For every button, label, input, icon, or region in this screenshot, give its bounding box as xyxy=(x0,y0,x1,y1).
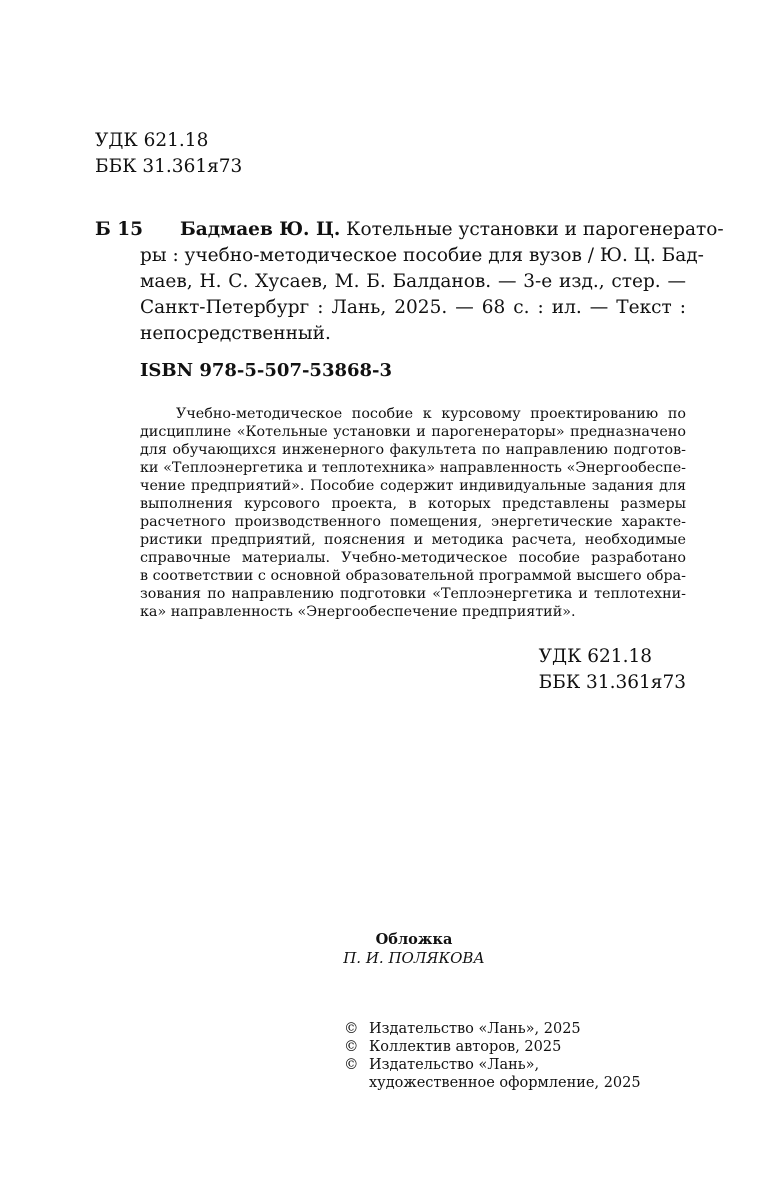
abstract-line: Учебно-методическое пособие к курсовому проектированию по xyxy=(176,406,686,422)
abstract-line: для обучающихся инженерного факультета по направлению подготов- xyxy=(140,442,686,458)
title-start: Котельные установки и парогенерато- xyxy=(340,219,724,240)
copyright-line xyxy=(344,1038,641,1056)
cover-credit xyxy=(0,931,768,967)
bbk-code: ББК 31.361я73 xyxy=(538,672,686,693)
udk-code: УДК 621.18 xyxy=(95,130,209,151)
biblio-line-2: ры : учебно-методическое пособие для вузов / Ю. Ц. Бад- xyxy=(140,245,704,266)
copyright-text: Издательство «Лань», xyxy=(369,1057,540,1073)
biblio-line-1 xyxy=(140,217,724,243)
udk-bbk-header xyxy=(95,128,242,180)
biblio-line-4: Санкт-Петербург : Лань, 2025. — 68 с. : ил. — Текст : xyxy=(140,297,686,318)
biblio-line-3: маев, Н. С. Хусаев, М. Б. Балданов. — 3-е изд., стер. — xyxy=(140,271,686,292)
abstract-line: в соответствии с основной образовательной программой высшего обра- xyxy=(140,568,686,584)
copyright-line xyxy=(344,1056,641,1074)
author-mark: Б 15 xyxy=(95,219,143,240)
cover-artist: П. И. ПОЛЯКОВА xyxy=(343,949,485,967)
abstract-line: справочные материалы. Учебно-методическое пособие разработано xyxy=(140,550,686,566)
author-heading: Бадмаев Ю. Ц. xyxy=(180,219,341,240)
bbk-code: ББК 31.361я73 xyxy=(95,156,243,177)
copyright-line xyxy=(344,1020,641,1038)
abstract-line: дисциплине «Котельные установки и парогенераторы» предназначено xyxy=(140,424,686,440)
abstract-line: выполнения курсового проекта, в которых представлены размеры xyxy=(140,496,686,512)
copyright-text: Издательство «Лань», 2025 xyxy=(369,1021,581,1037)
copyright-icon: © xyxy=(344,1021,359,1037)
abstract-line: ки «Теплоэнергетика и теплотехника» направленность «Энергообеспе- xyxy=(140,460,686,476)
udk-code: УДК 621.18 xyxy=(538,646,652,667)
copyright-text: художественное оформление, 2025 xyxy=(369,1075,641,1091)
copyright-icon: © xyxy=(344,1057,359,1073)
abstract-line: расчетного производственного помещения, энергетические характе- xyxy=(140,514,686,530)
copyright-block xyxy=(344,1020,641,1092)
isbn: ISBN 978-5-507-53868-3 xyxy=(140,360,393,381)
udk-bbk-footer xyxy=(539,644,686,696)
bibliographic-record xyxy=(140,217,724,347)
abstract xyxy=(140,405,686,621)
abstract-line: ристики предприятий, пояснения и методика расчета, необходимые xyxy=(140,532,686,548)
cover-label: Обложка xyxy=(375,931,453,948)
abstract-line: зования по направлению подготовки «Теплоэнергетика и теплотехни- xyxy=(140,586,686,602)
copyright-text: Коллектив авторов, 2025 xyxy=(369,1039,562,1055)
copyright-line-continued xyxy=(344,1074,641,1092)
copyright-icon: © xyxy=(344,1039,359,1055)
abstract-line: ка» направленность «Энергообеспечение предприятий». xyxy=(140,604,576,620)
biblio-line-5: непосредственный. xyxy=(140,323,331,344)
abstract-line: чение предприятий». Пособие содержит индивидуальные задания для xyxy=(140,478,686,494)
